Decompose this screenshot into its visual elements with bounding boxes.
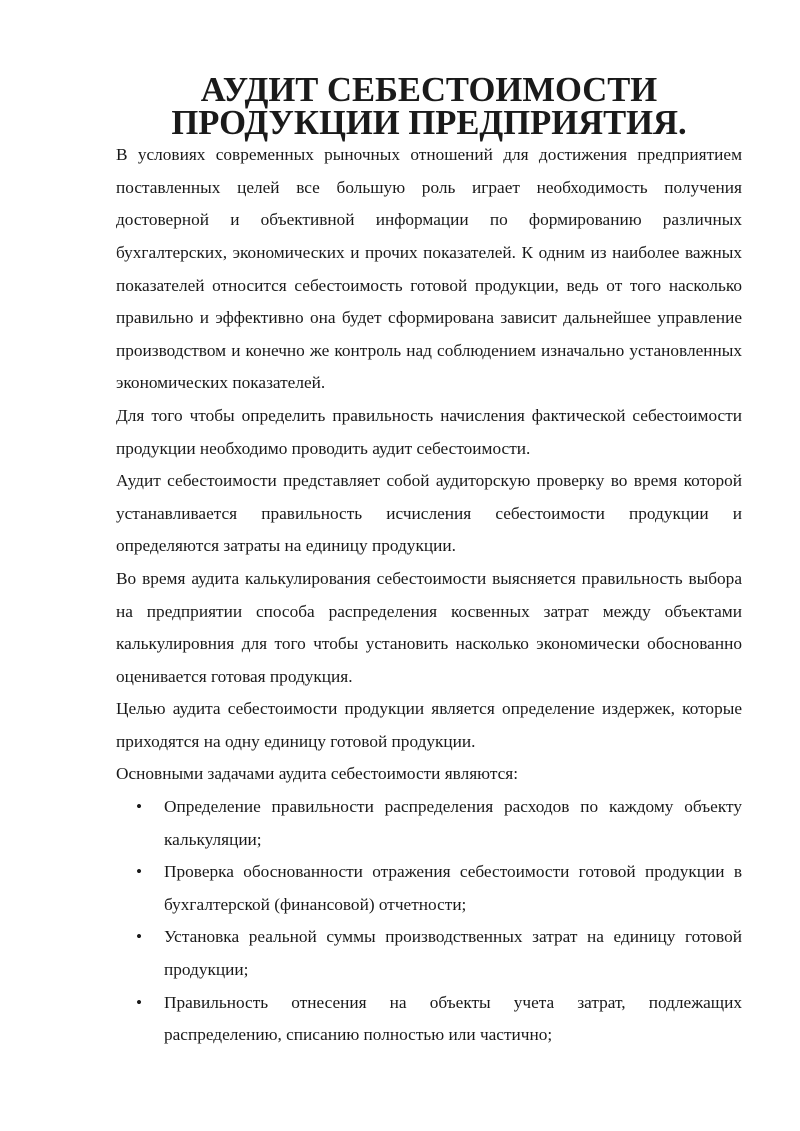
bullet-icon: • bbox=[136, 797, 143, 817]
bullet-icon: • bbox=[136, 992, 143, 1012]
paragraph-definition: Аудит себестоимости представляет собой аудиторскую проверку во время которой устанавливается правильность исчисления себестоимости продукции и определяются затраты на единицу продукции. bbox=[116, 471, 742, 556]
list-item-text: Установка реальной суммы производственных затрат на единицу готовой продукции; bbox=[164, 927, 742, 980]
bullet-icon: • bbox=[136, 862, 143, 882]
list-item-text: Правильность отнесения на объекты учета затрат, подлежащих распределению, списанию полностью или частично; bbox=[164, 992, 742, 1045]
list-item bbox=[116, 921, 742, 986]
list-item bbox=[116, 987, 742, 1052]
tasks-list bbox=[116, 791, 742, 1052]
list-item bbox=[116, 791, 742, 856]
paragraph-tasks-intro: Основными задачами аудита себестоимости являются: bbox=[116, 764, 519, 784]
list-item-text: Проверка обоснованности отражения себестоимости готовой продукции в бухгалтерской (финансовой) отчетности; bbox=[164, 862, 742, 914]
paragraph-calculation: Во время аудита калькулирования себестоимости выясняется правильность выбора на предприятии способа распределения косвенных затрат между объектами калькулировния для того чтобы установить насколько экономически обоснованно оценивается готовая продукция. bbox=[116, 568, 742, 686]
document-page bbox=[116, 71, 742, 1052]
paragraph-purpose: Для того чтобы определить правильность начисления фактической себестоимости продукции необходимо проводить аудит себестоимости. bbox=[116, 405, 742, 458]
document-title: АУДИТ СЕБЕСТОИМОСТИ ПРОДУКЦИИ ПРЕДПРИЯТИЯ. bbox=[171, 71, 687, 142]
paragraph-intro: В условиях современных рыночных отношений для достижения предприятием поставленных целей все большую роль играет необходимость получения достоверной и объективной информации по формированию различных бухгалтерских, экономических и прочих показателей. К одним из наиболее важных показателей относится себестоимость готовой продукции, ведь от того насколько правильно и эффективно она будет сформирована зависит дальнейшее управление производством и конечно же контроль над соблюдением изначально установленных экономических показателей. bbox=[116, 145, 742, 393]
list-item bbox=[116, 856, 742, 921]
bullet-icon: • bbox=[136, 927, 143, 947]
list-item-text: Определение правильности распределения расходов по каждому объекту калькуляции; bbox=[164, 797, 742, 849]
paragraph-goal: Целью аудита себестоимости продукции является определение издержек, которые приходятся на одну единицу готовой продукции. bbox=[116, 699, 742, 751]
